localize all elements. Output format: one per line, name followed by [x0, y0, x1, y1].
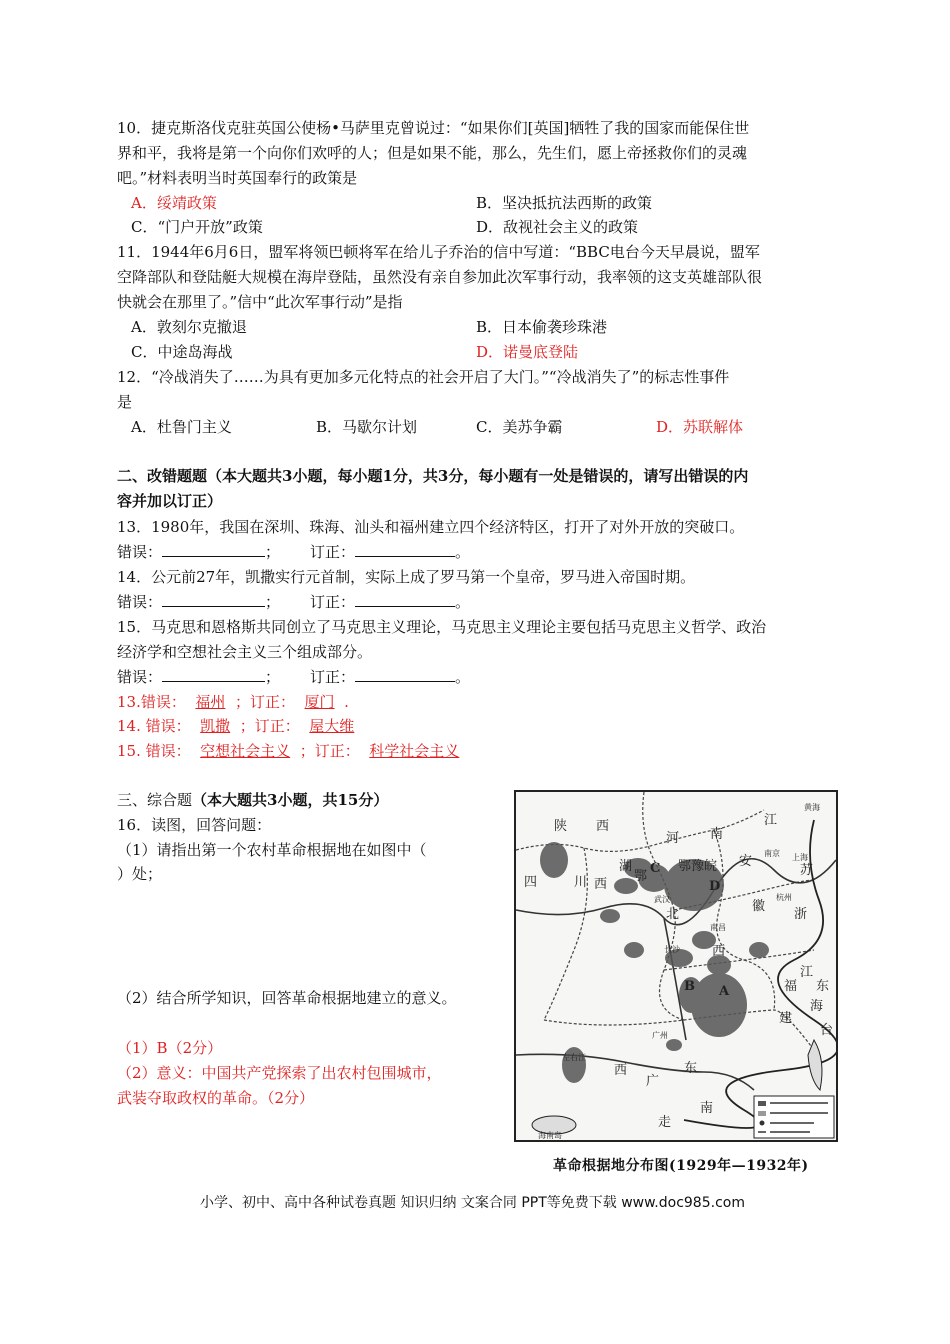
map-label-tai: 台: [820, 1023, 834, 1038]
page-footer[interactable]: 小学、初中、高中各种试卷真题 知识归纳 文案合同 PPT等免费下载 www.doc985.com: [200, 1195, 745, 1211]
q16-1-line-2: ）处；: [117, 865, 163, 883]
map-label-xi-gx: 西: [614, 1063, 628, 1078]
section3-heading-prefix: 三、综合题: [117, 791, 193, 809]
error-label: 错误：: [117, 668, 163, 686]
q15-line-1: 15．马克思和恩格斯共同创立了马克思主义理论，马克思主义理论主要包括马克思主义哲学、政治: [117, 618, 767, 636]
map-label-shanghai: 上海: [792, 853, 808, 862]
map-label-C: C: [650, 861, 661, 876]
q11-line-3: 快就会在那里了。”信中“此次军事行动”是指: [117, 293, 403, 311]
map-label-hui: 徽: [752, 899, 766, 914]
q13-text: 13．1980年，我国在深圳、珠海、汕头和福州建立四个经济特区，打开了对外开放的突破口。: [117, 518, 745, 536]
answer-15: [117, 741, 459, 761]
q14-blank-row: [117, 592, 470, 612]
map-label-hangzhou: 杭州: [776, 893, 792, 902]
period: 。: [455, 593, 471, 611]
q12-option-d: D．苏联解体: [656, 418, 744, 436]
map-label-B: B: [684, 979, 695, 994]
semicolon: ；: [265, 668, 281, 686]
section3-heading: [117, 790, 388, 810]
q12-option-b: B．马歇尔计划: [316, 418, 418, 436]
map-label-chuan: 川: [574, 875, 588, 890]
q11-option-d: D．诺曼底登陆: [476, 343, 579, 361]
answer-right: 厦门: [304, 693, 335, 711]
map-label-A: A: [719, 984, 730, 999]
answer-prefix: 14. 错误：: [117, 717, 191, 735]
q12-option-a: A．杜鲁门主义: [131, 418, 232, 436]
fix-label: 订正：: [310, 543, 356, 561]
answer-prefix: 15. 错误：: [117, 742, 191, 760]
error-blank[interactable]: [162, 667, 265, 682]
error-blank[interactable]: [162, 542, 265, 557]
map-label-wuhan: 武汉: [654, 895, 670, 904]
q10-option-b: B．坚决抵抗法西斯的政策: [476, 194, 653, 212]
section2-heading-1: 二、改错题题（本大题共3小题，每小题1分，共3分，每小题有一处是错误的，请写出错误的内: [117, 467, 749, 485]
map-label-hu: 湖: [619, 859, 633, 874]
map-label-changsha: 长沙: [664, 945, 680, 954]
section2-heading-2: 容并加以订正）: [117, 492, 223, 510]
error-blank[interactable]: [162, 592, 265, 607]
map-label-bei: 北: [666, 907, 680, 922]
answer-13: [117, 692, 349, 712]
answer-mid: ；订正：: [234, 693, 295, 711]
q10-option-a: A．绥靖政策: [131, 194, 217, 212]
q16-2-text: （2）结合所学知识，回答革命根据地建立的意义。: [117, 989, 457, 1007]
map-label-si: 四: [524, 875, 538, 890]
semicolon: ；: [265, 593, 281, 611]
error-label: 错误：: [117, 593, 163, 611]
map-label-xi-e: 西: [594, 877, 608, 892]
revolutionary-base-map: [514, 790, 838, 1142]
answer-right: 科学社会主义: [369, 742, 460, 760]
fix-label: 订正：: [310, 593, 356, 611]
map-label-nanchang: 南昌: [710, 923, 726, 932]
q10-option-d: D．敌视社会主义的政策: [476, 218, 639, 236]
q16-text: 16．读图，回答问题：: [117, 816, 272, 834]
q12-option-c: C．美苏争霸: [476, 418, 563, 436]
map-caption: 革命根据地分布图(1929年—1932年): [553, 1158, 809, 1174]
map-label-eyuwan: 鄂豫皖: [678, 859, 718, 874]
map-label-fu: 福: [784, 979, 798, 994]
map-label-guangzhou: 广州: [652, 1031, 668, 1040]
map-label-jiang2: 江: [800, 965, 814, 980]
map-label-dong: 东: [684, 1061, 698, 1076]
answer-wrong: 空想社会主义: [200, 742, 291, 760]
semicolon: ；: [265, 543, 281, 561]
map-label-huanghai: 黄海: [804, 803, 820, 812]
map-label-he: 河: [666, 831, 680, 846]
q16-answer-3: 武装夺取政权的革命。（2分）: [117, 1089, 315, 1107]
fix-blank[interactable]: [355, 667, 455, 682]
answer-mid: ；订正：: [239, 717, 300, 735]
q11-line-2: 空降部队和登陆艇大规模在海岸登陆，虽然没有亲自参加此次军事行动，我率领的这支英雄部队很: [117, 268, 763, 286]
map-label-xi: 西: [596, 819, 610, 834]
map-label-jiang: 江: [764, 813, 778, 828]
q10-line-3: 吧。”材料表明当时英国奉行的政策是: [117, 169, 358, 187]
answer-14: [117, 716, 354, 736]
period: 。: [455, 668, 471, 686]
map-label-nan-sea: 南: [700, 1101, 714, 1116]
q12-line-1: 12．“冷战消失了……为具有更加多元化特点的社会开启了大门。”“冷战消失了”的标志性事件: [117, 368, 730, 386]
q16-1-line-1: （1）请指出第一个农村革命根据地在如图中（: [117, 841, 427, 859]
answer-end: .: [344, 693, 349, 711]
map-label-hai: 海: [810, 999, 824, 1014]
fix-blank[interactable]: [355, 592, 455, 607]
answer-mid: ；订正：: [299, 742, 360, 760]
error-label: 错误：: [117, 543, 163, 561]
q11-option-a: A．敦刻尔克撤退: [131, 318, 247, 336]
map-label-e: 鄂: [634, 869, 648, 884]
q13-blank-row: [117, 542, 470, 562]
period: 。: [455, 543, 471, 561]
q16-answer-1: （1）B（2分）: [117, 1039, 223, 1057]
q10-line-2: 界和平，我将是第一个向你们欢呼的人；但是如果不能，那么，先生们，愿上帝拯救你们的灵魂: [117, 144, 748, 162]
answer-wrong: 凯撒: [200, 717, 231, 735]
q11-option-c: C．中途岛海战: [131, 343, 233, 361]
map-label-su: 苏: [800, 863, 814, 878]
map-label-D: D: [709, 879, 721, 894]
map-label-an: 安: [739, 854, 753, 869]
map-label-dong-sea: 东: [816, 979, 830, 994]
answer-prefix: 13.错误：: [117, 693, 186, 711]
q10-option-c: C．“门户开放”政策: [131, 218, 263, 236]
answer-wrong: 福州: [195, 693, 226, 711]
q14-text: 14．公元前27年，凯撒实行元首制，实际上成了罗马第一个皇帝，罗马进入帝国时期。: [117, 568, 696, 586]
map-label-xi-jx: 西: [712, 944, 726, 959]
q11-line-1: 11．1944年6月6日，盟军将领巴顿将军在给儿子乔治的信中写道：“BBC电台今天早晨说，盟军: [117, 243, 760, 261]
map-label-zou: 走: [658, 1115, 672, 1130]
map-label-hainan: 海南岛: [538, 1131, 562, 1140]
fix-blank[interactable]: [355, 542, 455, 557]
q15-line-2: 经济学和空想社会主义三个组成部分。: [117, 643, 373, 661]
q16-answer-2: （2）意义：中国共产党探索了出农村包围城市，: [117, 1064, 442, 1082]
map-label-shaanxi: 陕: [554, 819, 568, 834]
q10-line-1: 10．捷克斯洛伐克驻英国公使杨•马萨里克曾说过：“如果你们[英国]牺牲了我的国家而能保住世: [117, 119, 750, 137]
map-label-nan: 南: [710, 827, 724, 842]
q12-line-2: 是: [117, 393, 133, 411]
map-label-guang: 广: [646, 1074, 660, 1089]
q11-option-b: B．日本偷袭珍珠港: [476, 318, 608, 336]
section3-heading-bold: （本大题共3小题，共15分）: [192, 791, 389, 809]
map-label-youjiang: 左右江: [562, 1053, 586, 1062]
answer-right: 屋大维: [309, 717, 355, 735]
map-label-zhe: 浙: [794, 907, 808, 922]
map-legend: [754, 1096, 834, 1138]
q15-blank-row: [117, 667, 470, 687]
map-label-nanjing: 南京: [764, 849, 780, 858]
fix-label: 订正：: [310, 668, 356, 686]
map-label-jian: 建: [779, 1011, 793, 1026]
